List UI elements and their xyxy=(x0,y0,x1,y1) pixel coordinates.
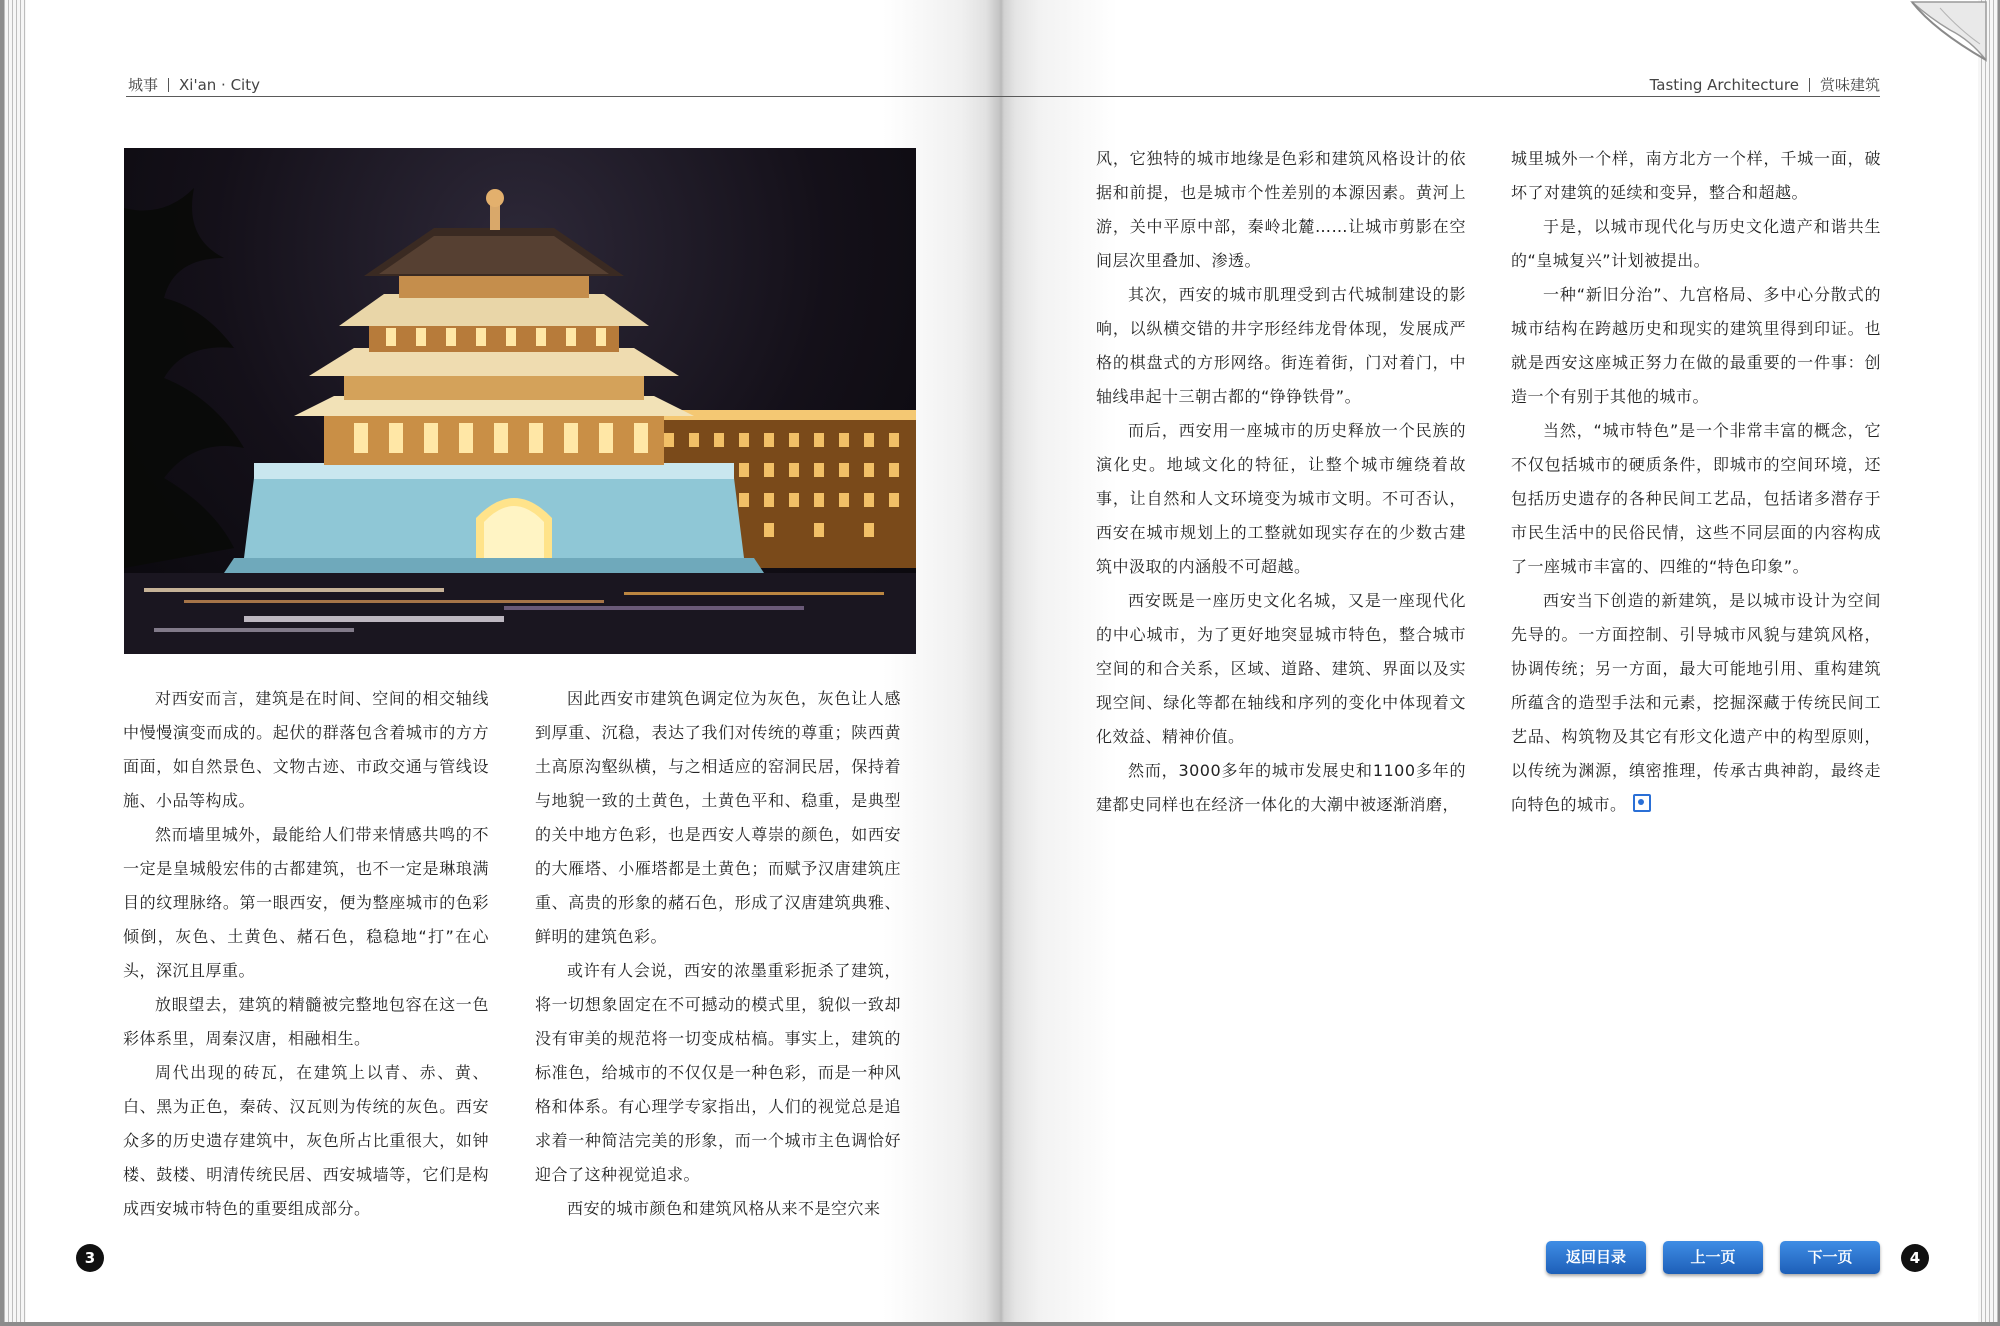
text-column-4 xyxy=(1511,142,1881,822)
text-column-2 xyxy=(535,682,901,1226)
next-page-button[interactable]: 下一页 xyxy=(1780,1241,1880,1274)
book-spine xyxy=(986,0,1016,1322)
paragraph: 一种“新旧分治”、九宫格局、多中心分散式的城市结构在跨越历史和现实的建筑里得到印证。也就是西安这座城正努力在做的最重要的一件事：创造一个有别于其他的城市。 xyxy=(1511,285,1881,406)
header-rule xyxy=(126,96,1880,97)
paragraph: 放眼望去，建筑的精髓被完整地包容在这一色彩体系里，周秦汉唐，相融相生。 xyxy=(123,995,489,1048)
previous-page-button[interactable]: 上一页 xyxy=(1663,1241,1763,1274)
page-edges-left xyxy=(4,0,28,1322)
bell-tower-photo xyxy=(124,148,916,654)
header-divider xyxy=(168,78,169,92)
paragraph: 因此西安市建筑色调定位为灰色，灰色让人感到厚重、沉稳，表达了我们对传统的尊重；陕西黄土高原沟壑纵横，与之相适应的窑洞民居，保持着与地貌一致的土黄色，土黄色平和、稳重，是典型的关中地方色彩，也是西安人尊崇的颜色，如西安的大雁塔、小雁塔都是土黄色；而赋予汉唐建筑庄重、高贵的形象的赭石色，形成了汉唐建筑典雅、鲜明的建筑色彩。 xyxy=(535,689,901,946)
section-label: 赏味建筑 xyxy=(1819,76,1880,94)
back-to-contents-button[interactable]: 返回目录 xyxy=(1546,1241,1646,1274)
running-header-left xyxy=(128,74,260,95)
section-label: 城事 xyxy=(128,76,159,94)
page-curl-icon[interactable] xyxy=(1910,0,1988,66)
paragraph: 于是，以城市现代化与历史文化遗产和谐共生的“皇城复兴”计划被提出。 xyxy=(1511,217,1881,270)
header-divider xyxy=(1809,78,1810,92)
paragraph: 其次，西安的城市肌理受到古代城制建设的影响，以纵横交错的井字形经纬龙骨体现，发展成严格的棋盘式的方形网络。街连着街，门对着门，中轴线串起十三朝古都的“铮铮铁骨”。 xyxy=(1096,285,1466,406)
page-edges-right xyxy=(1978,0,1998,1322)
section-title: Xi'an · City xyxy=(179,76,260,94)
paragraph-final xyxy=(1511,584,1881,822)
paragraph: 对西安而言，建筑是在时间、空间的相交轴线中慢慢演变而成的。起伏的群落包含着城市的方方面面，如自然景色、文物古迹、市政交通与管线设施、小品等构成。 xyxy=(123,689,489,810)
paragraph: 然而，3000多年的城市发展史和1100多年的建都史同样也在经济一体化的大潮中被逐渐消磨， xyxy=(1096,761,1466,814)
running-header-right xyxy=(1650,74,1880,95)
paragraph-text: 西安当下创造的新建筑，是以城市设计为空间先导的。一方面控制、引导城市风貌与建筑风格，协调传统；另一方面，最大可能地引用、重构建筑所蕴含的造型手法和元素，挖掘深藏于传统民间工艺品、构筑物及其它有形文化遗产中的构型原则，以传统为渊源，缜密推理，传承古典神韵，最终走向特色的城市。 xyxy=(1511,591,1881,814)
page-number-left: 3 xyxy=(76,1244,104,1272)
text-column-3 xyxy=(1096,142,1466,822)
page-number-right: 4 xyxy=(1901,1244,1929,1272)
paragraph: 然而墙里城外，最能给人们带来情感共鸣的不一定是皇城般宏伟的古都建筑，也不一定是琳琅满目的纹理脉络。第一眼西安，便为整座城市的色彩倾倒，灰色、土黄色、赭石色，稳稳地“打”在心头，深沉且厚重。 xyxy=(123,825,489,980)
paragraph: 周代出现的砖瓦，在建筑上以青、赤、黄、白、黑为正色，秦砖、汉瓦则为传统的灰色。西安众多的历史遗存建筑中，灰色所占比重很大，如钟楼、鼓楼、明清传统民居、西安城墙等，它们是构成西安城市特色的重要组成部分。 xyxy=(123,1063,489,1218)
end-of-article-icon xyxy=(1633,794,1651,812)
paragraph: 当然，“城市特色”是一个非常丰富的概念，它不仅包括城市的硬质条件，即城市的空间环境，还包括历史遗存的各种民间工艺品，包括诸多潜存于市民生活中的民俗民情，这些不同层面的内容构成了一座城市丰富的、四维的“特色印象”。 xyxy=(1511,421,1881,576)
paragraph-continued: 风，它独特的城市地缘是色彩和建筑风格设计的依据和前提，也是城市个性差别的本源因素。黄河上游，关中平原中部，秦岭北麓……让城市剪影在空间层次里叠加、渗透。 xyxy=(1096,149,1466,270)
section-title: Tasting Architecture xyxy=(1649,76,1799,94)
bell-tower-illustration xyxy=(124,148,916,654)
paragraph: 西安既是一座历史文化名城，又是一座现代化的中心城市，为了更好地突显城市特色，整合城市空间的和合关系，区域、道路、建筑、界面以及实现空间、绿化等都在轴线和序列的变化中体现着文化效益、精神价值。 xyxy=(1096,591,1466,746)
paragraph: 西安的城市颜色和建筑风格从来不是空穴来 xyxy=(567,1199,881,1218)
text-column-1 xyxy=(123,682,489,1226)
paragraph-continued: 城里城外一个样，南方北方一个样，千城一面，破坏了对建筑的延续和变异，整合和超越。 xyxy=(1511,149,1881,202)
paragraph: 而后，西安用一座城市的历史释放一个民族的演化史。地域文化的特征，让整个城市缠绕着故事，让自然和人文环境变为城市文明。不可否认，西安在城市规划上的工整就如现实存在的少数古建筑中汲取的内涵般不可超越。 xyxy=(1096,421,1466,576)
paragraph: 或许有人会说，西安的浓墨重彩扼杀了建筑，将一切想象固定在不可撼动的模式里，貌似一致却没有审美的规范将一切变成枯槁。事实上，建筑的标准色，给城市的不仅仅是一种色彩，而是一种风格和体系。有心理学专家指出，人们的视觉总是追求着一种简洁完美的形象，而一个城市主色调恰好迎合了这种视觉追求。 xyxy=(535,961,901,1184)
